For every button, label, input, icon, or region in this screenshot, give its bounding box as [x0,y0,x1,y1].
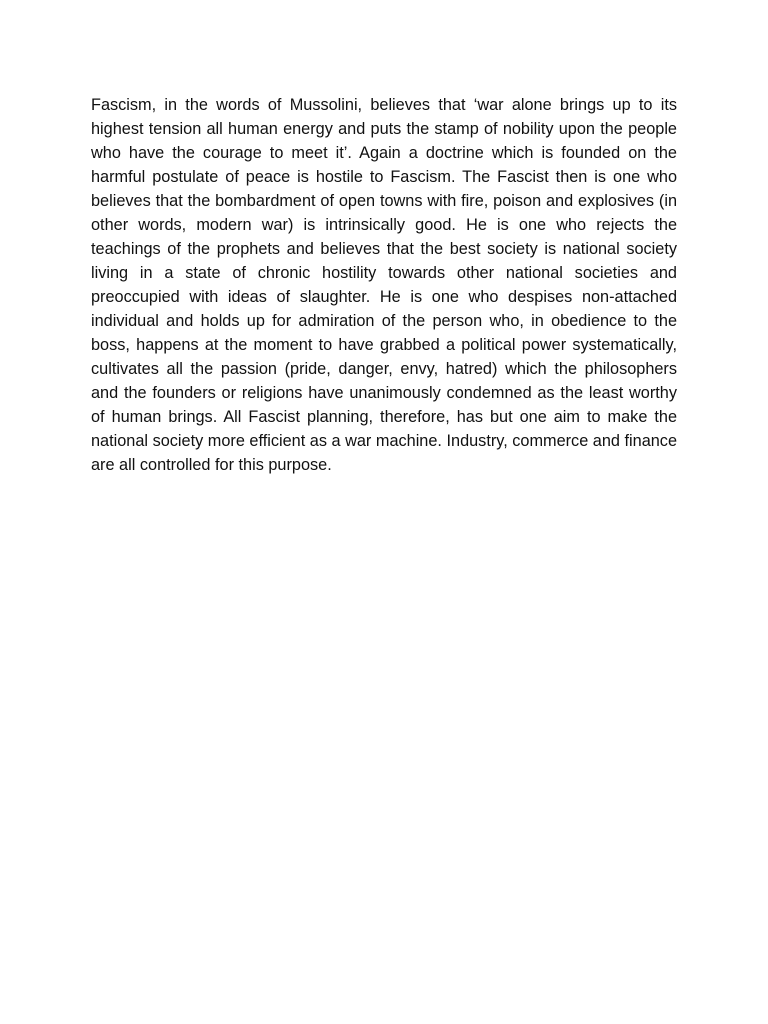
body-paragraph: Fascism, in the words of Mussolini, believes that ‘war alone brings up to its highest tension all human energy and puts the stamp of nobility upon the people who have the courage to meet it’. Again a doctrine which is founded on the harmful postulate of peace is hostile to Fascism. The Fascist then is one who believes that the bombardment of open towns with fire, poison and explosives (in other words, modern war) is intrinsically good. He is one who rejects the teachings of the prophets and believes that the best society is national society living in a state of chronic hostility towards other national societies and preoccupied with ideas of slaughter. He is one who despises non-attached individual and holds up for admiration of the person who, in obedience to the boss, happens at the moment to have grabbed a political power systematically, cultivates all the passion (pride, danger, envy, hatred) which the philosophers and the founders or religions have unanimously condemned as the least worthy of human brings. All Fascist planning, therefore, has but one aim to make the national society more efficient as a war machine. Industry, commerce and finance are all controlled for this purpose. [91,96,677,474]
